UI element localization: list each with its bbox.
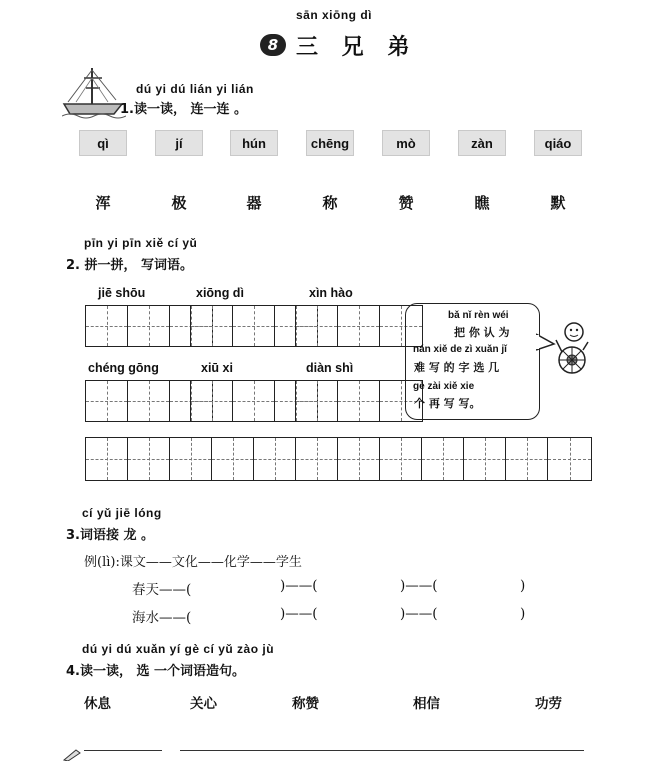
pinyin-box-ji: jí	[155, 130, 203, 156]
bubble-line2: 难 写 的 字 选 几	[414, 361, 500, 374]
word-xiuxi: 休息	[84, 696, 111, 712]
section4-title: 4.读一读， 选 一个词语造句。	[66, 664, 246, 679]
writing-grid-dianshi[interactable]	[295, 380, 423, 422]
chain-row1-mid1: )——(	[280, 578, 318, 594]
bubble-line3: 个 再 写 写。	[414, 397, 481, 410]
word-chengzan: 称赞	[292, 696, 319, 712]
character-mo: 默	[550, 194, 566, 212]
pinyin-box-zan: zàn	[458, 130, 506, 156]
chain-row2-end: )	[520, 606, 526, 622]
chain-row2-start: 海水——(	[132, 610, 192, 626]
word-pinyin-dianshi: diàn shì	[306, 361, 354, 375]
bubble-line2-pinyin: nán xiě de zì xuǎn jǐ	[413, 344, 507, 355]
section3-pinyin: cí yǔ jiē lóng	[82, 506, 162, 520]
instruction-speech-bubble	[405, 303, 540, 420]
character-cheng: 称	[322, 194, 338, 212]
character-qi: 器	[246, 194, 262, 212]
section1-title: 1.读一读， 连一连 。	[120, 102, 248, 117]
section2-pinyin: pīn yi pīn xiě cí yǔ	[84, 236, 198, 250]
pinyin-box-qiao: qiáo	[534, 130, 582, 156]
chain-row2-mid2: )——(	[400, 606, 438, 622]
pinyin-box-hun: hún	[230, 130, 278, 156]
bubble-line3-pinyin: gè zài xiě xie	[413, 381, 475, 392]
word-xiangxin: 相信	[413, 696, 440, 712]
answer-line-long[interactable]	[180, 750, 584, 751]
chain-row1-start: 春天——(	[132, 582, 192, 598]
long-writing-grid[interactable]	[85, 437, 592, 481]
word-guanxin: 关心	[190, 696, 217, 712]
word-pinyin-xiuxi: xiū xi	[201, 361, 233, 375]
character-hun: 浑	[95, 194, 111, 212]
cartoon-character-icon	[550, 318, 592, 382]
title-pinyin: sān xiōng dì	[296, 8, 373, 22]
pinyin-box-mo: mò	[382, 130, 430, 156]
character-zan: 赞	[398, 194, 414, 212]
bubble-line1: 把 你 认 为	[454, 326, 510, 339]
pinyin-box-qi: qì	[79, 130, 127, 156]
word-pinyin-xiongdi: xiōng dì	[196, 286, 244, 300]
word-gonglao: 功劳	[535, 696, 562, 712]
word-pinyin-chenggong: chéng gōng	[88, 361, 159, 375]
writing-grid-xinhao[interactable]	[295, 305, 423, 347]
lesson-title: 三 兄 弟	[296, 35, 418, 60]
word-pinyin-jieshou: jiē shōu	[98, 286, 146, 300]
bubble-line1-pinyin: bǎ nǐ rèn wéi	[448, 310, 509, 321]
section1-pinyin: dú yi dú lián yi lián	[136, 82, 254, 96]
section4-pinyin: dú yi dú xuǎn yí gè cí yǔ zào jù	[82, 642, 275, 656]
pencil-icon	[62, 748, 82, 761]
lesson-number-badge: 8	[260, 34, 286, 56]
chain-row1-end: )	[520, 578, 526, 594]
section2-title: 2. 拼一拼， 写词语。	[66, 258, 194, 273]
chain-row2-mid1: )——(	[280, 606, 318, 622]
section3-title: 3.词语接 龙 。	[66, 528, 155, 543]
answer-line-short[interactable]	[84, 750, 162, 751]
character-ji: 极	[171, 194, 187, 212]
pinyin-box-cheng: chēng	[306, 130, 354, 156]
character-qiao: 瞧	[474, 194, 490, 212]
chain-example: 例(lì):课文——文化——化学——学生	[84, 555, 302, 570]
sailboat-icon	[62, 64, 126, 120]
word-pinyin-xinhao: xìn hào	[309, 286, 353, 300]
chain-row1-mid2: )——(	[400, 578, 438, 594]
